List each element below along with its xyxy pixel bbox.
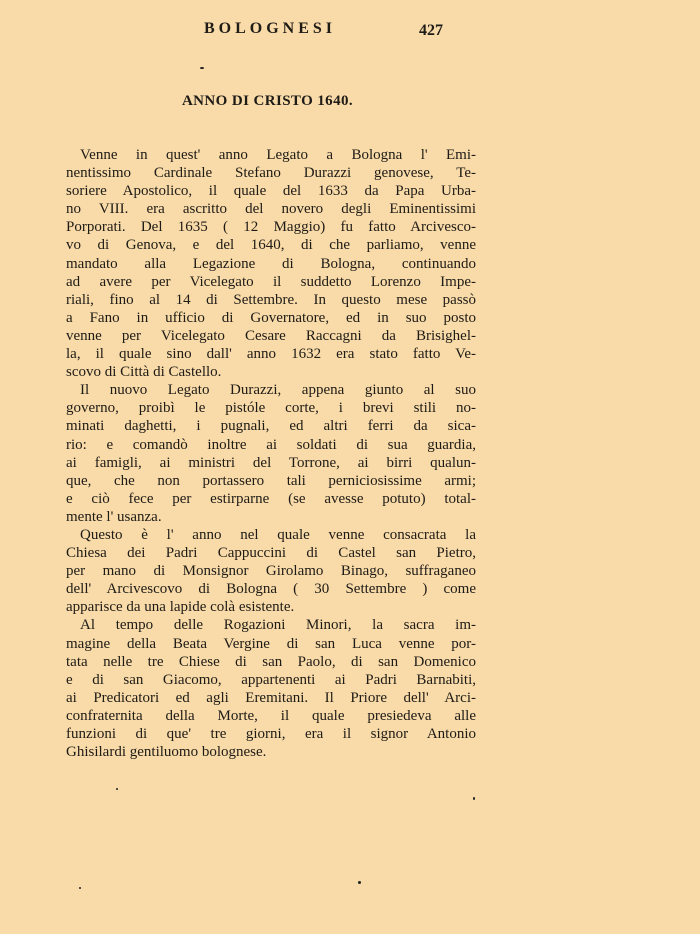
text-line: e ciò fece per estirparne (se avesse potuto) total-: [66, 490, 476, 507]
text-line: rio: e comandò inoltre ai soldati di sua guardia,: [66, 436, 476, 453]
text-line: ai Predicatori ed agli Eremitani. Il Priore dell' Arci-: [66, 689, 476, 706]
text-line: Il nuovo Legato Durazzi, appena giunto al suo: [80, 382, 476, 399]
text-line: scovo di Città di Castello.: [66, 364, 222, 381]
ink-speck: [116, 788, 118, 790]
text-line: Chiesa dei Padri Cappuccini di Castel san Pietro,: [66, 545, 476, 562]
text-line: Questo è l' anno nel quale venne consacrata la: [80, 526, 476, 543]
text-line: apparisce da una lapide colà esistente.: [66, 599, 295, 616]
text-line: a Fano in ufficio di Governatore, ed in suo posto: [66, 309, 476, 326]
text-line: ad avere per Vicelegato il suddetto Lorenzo Impe-: [66, 273, 476, 290]
text-line: soriere Apostolico, il quale del 1633 da Papa Urba-: [66, 183, 476, 200]
page-number: 427: [419, 22, 443, 39]
text-line: Ghisilardi gentiluomo bolognese.: [66, 744, 267, 761]
text-line: Al tempo delle Rogazioni Minori, la sacra im-: [80, 617, 476, 634]
text-line: no VIII. era ascritto del novero degli Eminentissimi: [66, 201, 476, 218]
text-line: mente l' usanza.: [66, 508, 162, 525]
ink-speck: [473, 797, 475, 800]
text-line: tata nelle tre Chiese di san Paolo, di san Domenico: [66, 653, 476, 670]
body-text: [66, 146, 476, 761]
text-line: magine della Beata Vergine di san Luca venne por-: [66, 635, 476, 652]
running-head: BOLOGNESI: [203, 20, 337, 37]
text-line: Porporati. Del 1635 ( 12 Maggio) fu fatto Arcivesco-: [66, 219, 476, 236]
ink-speck: [358, 881, 361, 884]
text-line: mandato alla Legazione di Bologna, continuando: [66, 255, 476, 272]
text-line: ai famigli, ai ministri del Torrone, ai birri qualun-: [66, 454, 476, 471]
text-line: nentissimo Cardinale Stefano Durazzi genovese, Te-: [66, 165, 476, 182]
text-line: vo di Genova, e del 1640, di che parliamo, venne: [66, 237, 476, 254]
text-line: confraternita della Morte, il quale presiedeva alle: [66, 707, 476, 724]
section-title: ANNO DI CRISTO 1640.: [181, 93, 354, 109]
text-line: e di san Giacomo, appartenenti ai Padri Barnabiti,: [66, 671, 476, 688]
text-line: Venne in quest' anno Legato a Bologna l' Emi-: [80, 147, 476, 163]
text-line: governo, proibì le pistóle corte, i brevi stili no-: [66, 400, 476, 417]
text-line: minati daghetti, i pugnali, ed altri ferri da sica-: [66, 418, 476, 435]
text-line: dell' Arcivescovo di Bologna ( 30 Settembre ) come: [66, 581, 476, 598]
text-line: que, che non portassero tali perniciosissime armi;: [66, 472, 476, 489]
text-line: venne per Vicelegato Cesare Raccagni da Brisighel-: [66, 327, 476, 344]
ink-speck: [200, 67, 204, 69]
text-line: la, il quale sino dall' anno 1632 era stato fatto Ve-: [66, 346, 476, 363]
ink-speck: [79, 887, 81, 889]
text-line: per mano di Monsignor Girolamo Binago, suffraganeo: [66, 563, 476, 580]
text-line: riali, fino al 14 di Settembre. In questo mese passò: [66, 291, 476, 308]
text-line: funzioni di que' tre giorni, era il signor Antonio: [66, 726, 476, 742]
